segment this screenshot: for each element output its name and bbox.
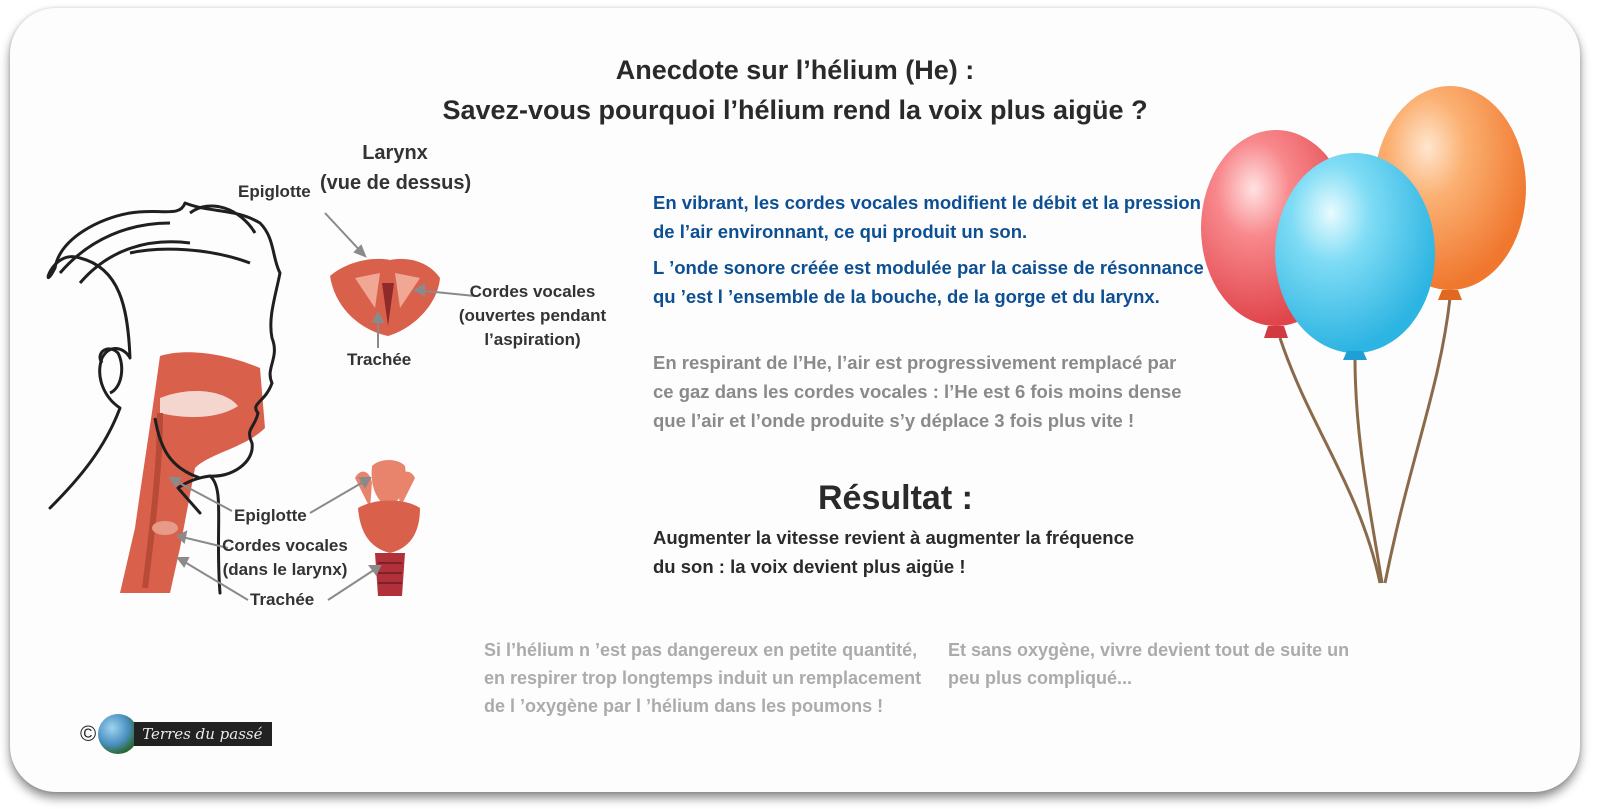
explanation-vibration-line-2: de l’air environnant, ce qui produit un son. xyxy=(653,221,1028,242)
explanation-helium xyxy=(653,348,1182,435)
result-text-line-1: Augmenter la vitesse revient à augmenter la fréquence xyxy=(653,527,1135,548)
label-epiglotte-top: Epiglotte xyxy=(238,182,311,201)
hair-lines xyxy=(60,206,255,283)
explanation-resonance-line-1: L ’onde sonore créée est modulée par la caisse de résonnance xyxy=(653,257,1204,278)
result-title: Résultat : xyxy=(818,479,973,517)
label-cordes-head-line-2: (dans le larynx) xyxy=(222,560,348,579)
label-cordes-head-line-1: Cordes vocales xyxy=(222,536,348,555)
label-trachee-top: Trachée xyxy=(347,350,412,369)
explanation-helium-line-3: que l’air et l’onde produite s’y déplace 3 fois plus vite ! xyxy=(653,410,1135,431)
larynx-title-line-1: Larynx xyxy=(362,142,428,164)
label-cordes-top-line-1: Cordes vocales xyxy=(469,282,596,301)
footnote-left-line-3: de l ’oxygène par l ’hélium dans les poumons ! xyxy=(484,696,884,716)
explanation-helium-line-1: En respirant de l’He, l’air est progressivement remplacé par xyxy=(653,352,1177,373)
globe-icon xyxy=(98,714,138,754)
vocal-cords-spot xyxy=(152,521,178,535)
label-epiglotte-head: Epiglotte xyxy=(234,506,307,525)
title-line-1: Anecdote sur l’hélium (He) : xyxy=(615,55,975,85)
footnote-right-line-2: peu plus compliqué... xyxy=(948,668,1133,688)
footnote-left-line-2: en respirer trop longtemps induit un remplacement xyxy=(484,668,922,688)
explanation-helium-line-2: ce gaz dans les cordes vocales : l’He est 6 fois moins dense xyxy=(653,381,1182,402)
larynx-title xyxy=(320,138,470,198)
balloons-illustration xyxy=(1201,86,1526,583)
balloon-blue xyxy=(1275,153,1435,353)
result-text-line-2: du son : la voix devient plus aigüe ! xyxy=(653,556,966,577)
explanation-vibration-line-1: En vibrant, les cordes vocales modifient le débit et la pression xyxy=(653,192,1201,213)
brand-logo xyxy=(80,714,272,754)
result-text xyxy=(653,523,1134,581)
label-trachee-head: Trachée xyxy=(250,590,315,609)
footnote-left xyxy=(484,636,921,720)
page-title xyxy=(10,50,1580,130)
larynx-title-line-2: (vue de dessus) xyxy=(320,172,472,194)
footnote-left-line-1: Si l’hélium n ’est pas dangereux en petite quantité, xyxy=(484,640,918,660)
explanation-vibration xyxy=(653,188,1201,246)
copyright-symbol: © xyxy=(80,721,97,746)
explanation-resonance xyxy=(653,253,1204,311)
label-cordes-top-line-3: l’aspiration) xyxy=(484,330,581,349)
label-cordes-top-line-2: (ouvertes pendant xyxy=(458,306,607,325)
footnote-right xyxy=(948,636,1349,692)
label-cordes-head xyxy=(220,534,350,582)
title-line-2: Savez-vous pourquoi l’hélium rend la voix plus aigüe ? xyxy=(442,95,1148,125)
footnote-right-line-1: Et sans oxygène, vivre devient tout de suite un xyxy=(948,640,1350,660)
brand-name: Terres du passé xyxy=(134,722,272,746)
explanation-resonance-line-2: qu ’est l ’ensemble de la bouche, de la gorge et du larynx. xyxy=(653,286,1160,307)
infographic-card xyxy=(10,8,1580,792)
larynx-top-view xyxy=(330,259,440,336)
label-cordes-top xyxy=(455,280,610,352)
